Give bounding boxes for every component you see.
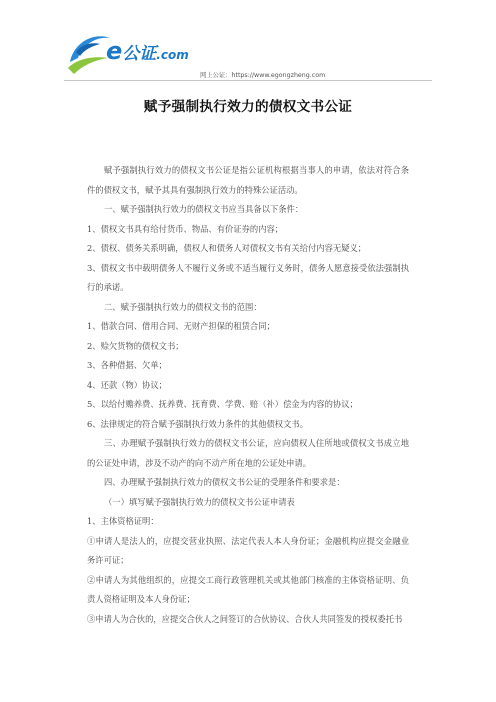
paragraph-item: 2、赊欠货物的债权文书； xyxy=(87,340,184,351)
paragraph-item: 2、债权、债务关系明确，债权人和债务人对债权文书有关给付内容无疑义； xyxy=(87,243,367,253)
paragraph-intro: 赋予强制执行效力的债权文书公证是指公证机构根据当事人的申请，依法对符合条件的债权文书，赋予其具有强制执行效力的特殊公证活动。 xyxy=(87,165,409,195)
header-divider xyxy=(64,80,432,81)
paragraph-item: 3、各种借据、欠单； xyxy=(87,360,167,370)
paragraph-section-2: 二、赋予强制执行效力的债权文书的范围： xyxy=(104,301,262,312)
site-url[interactable]: 网上公证：https://www.egongzheng.com xyxy=(200,72,326,79)
paragraph-item: 4、还款（物）协议； xyxy=(87,379,167,390)
paragraph-section-4: 四、办理赋予强制执行效力的债权文书公证的受理条件和要求是： xyxy=(104,477,345,487)
paragraph-item: 1、债权文书具有给付货币、物品、有价证券的内容； xyxy=(87,223,284,234)
paragraph-section-1: 一、赋予强制执行效力的债权文书应当具备以下条件： xyxy=(104,204,304,214)
paragraph-item: 1、借款合同、借用合同、无财产担保的租赁合同； xyxy=(87,321,275,331)
document-body xyxy=(87,161,409,629)
logo-e: e xyxy=(106,37,123,65)
paragraph-item: 6、法律规定的符合赋予强制执行效力条件的其他债权文书。 xyxy=(87,418,308,429)
paragraph-item: ③申请人为合伙的，应提交合伙人之间签订的合伙协议、合伙人共同签发的授权委托书 xyxy=(87,613,403,624)
logo-cn: 公证 xyxy=(122,44,157,64)
logo-wordmark xyxy=(106,39,189,63)
paragraph-item: ①申请人是法人的，应提交营业执照、法定代表人本人身份证；金融机构应提交金融业务许可证； xyxy=(87,535,409,565)
paragraph-item: 3、债权文书中载明债务人不履行义务或不适当履行义务时，债务人愿意接受依法强制执行的承诺。 xyxy=(87,262,409,292)
logo-com: .com xyxy=(156,48,189,62)
paragraph-item: 5、以给付赡养费、抚养费、抚育费、学费、赔（补）偿金为内容的协议； xyxy=(87,399,358,409)
paragraph-item: 1、主体资格证明： xyxy=(87,516,159,526)
document-title: 赋予强制执行效力的债权文书公证 xyxy=(143,99,353,115)
paragraph-item: ②申请人为其他组织的，应提交工商行政管理机关或其他部门核准的主体资格证明、负责人资格证明及本人身份证； xyxy=(87,574,409,604)
paragraph-section-3: 三、办理赋予强制执行效力的债权文书公证，应向债权人住所地或债权文书成立地的公证处申请，涉及不动产的向不动产所在地的公证处申请。 xyxy=(87,438,409,468)
paragraph-subsection: （一）填写赋予强制执行效力的债权文书公证申请表 xyxy=(104,496,295,507)
